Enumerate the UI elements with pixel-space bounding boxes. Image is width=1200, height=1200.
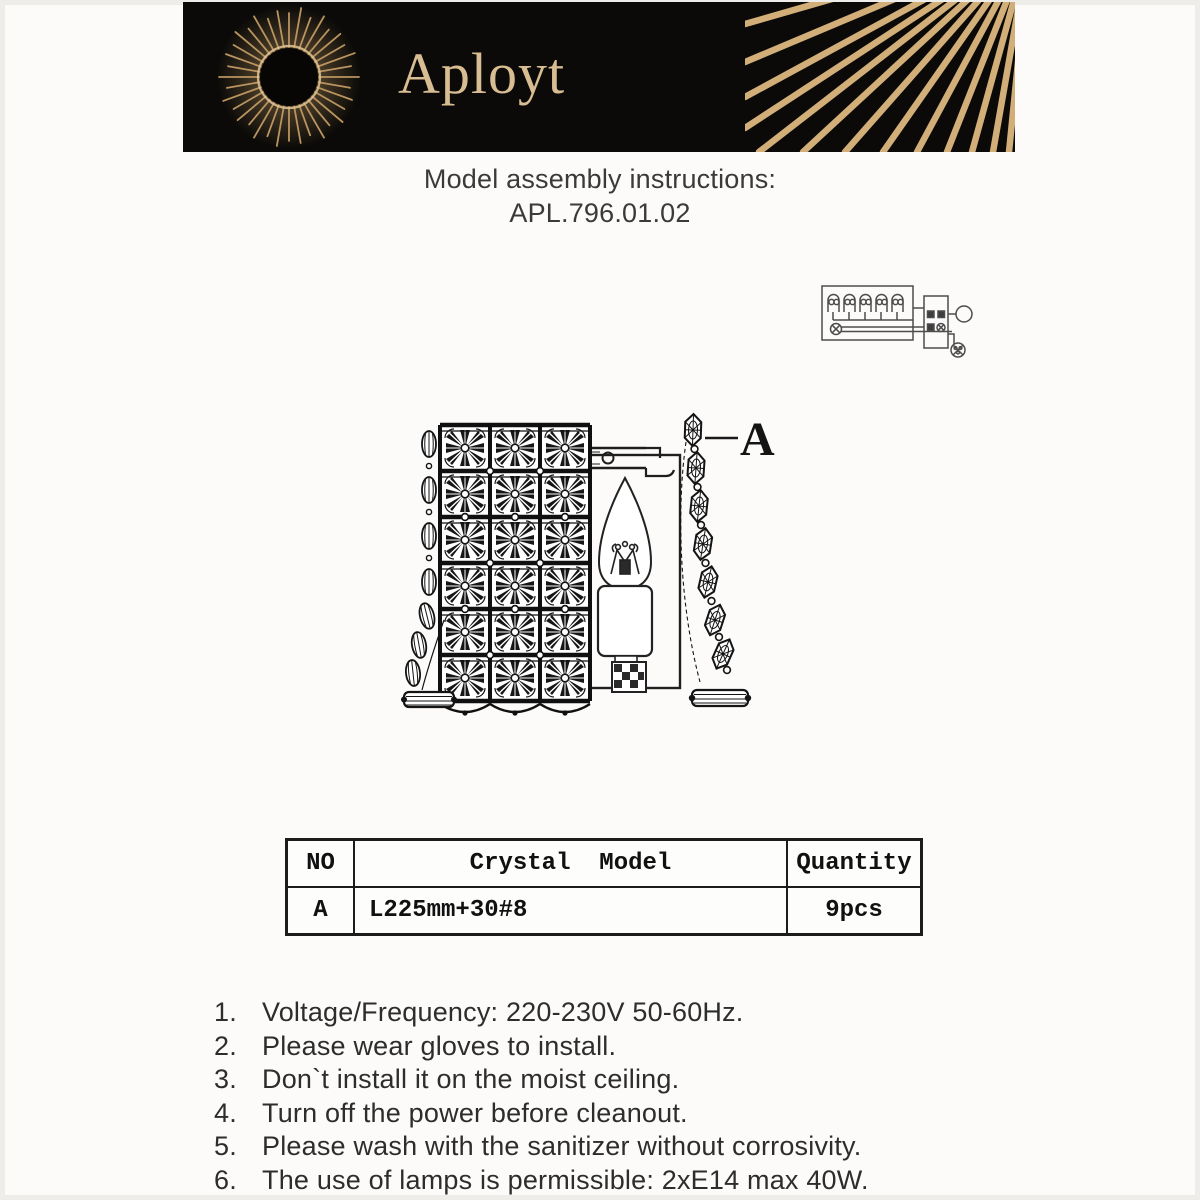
instruction-number: 1. (214, 997, 237, 1027)
instruction-text: Please wear gloves to install. (262, 1030, 617, 1061)
wiring-diagram (812, 268, 977, 362)
table-header-quantity: Quantity (788, 841, 920, 888)
instruction-number: 6. (214, 1164, 237, 1195)
document-title (0, 162, 1200, 230)
right-end-bead (689, 690, 751, 706)
instruction-text: Voltage/Frequency: 220-230V 50-60Hz. (262, 997, 744, 1027)
part-label-callout (705, 413, 775, 466)
left-end-bead (401, 692, 457, 707)
rays-decoration-icon (745, 2, 1015, 152)
model-number: APL.796.01.02 (509, 198, 691, 228)
instruction-item (214, 1130, 1074, 1164)
table-cell-model: L225mm+30#8 (355, 888, 788, 933)
instruction-text: Please wash with the sanitizer without corrosivity. (262, 1131, 862, 1161)
instruction-number: 5. (214, 1131, 237, 1161)
parts-table (285, 838, 923, 936)
instruction-number: 4. (214, 1097, 237, 1128)
table-header-model: Crystal Model (355, 841, 788, 888)
table-header-no: NO (288, 841, 355, 888)
ground-symbol-icon (831, 324, 842, 335)
instruction-text: The use of lamps is permissible: 2xE14 max 40W. (262, 1164, 869, 1195)
instruction-item (214, 1063, 1074, 1097)
crystal-panel (440, 425, 590, 716)
socket (598, 586, 652, 656)
brand-name: Aployt (398, 41, 566, 106)
lamp-assembly-drawing (400, 402, 775, 740)
part-label-a: A (740, 413, 775, 466)
instruction-item (214, 1097, 1074, 1131)
connector-box (924, 296, 948, 348)
lamp-symbol-icon (956, 306, 972, 322)
table-cell-quantity: 9pcs (788, 888, 920, 933)
bulb-symbol-icon (951, 343, 965, 357)
brand-header (183, 2, 1015, 152)
instruction-number: 3. (214, 1064, 237, 1094)
instruction-text: Turn off the power before cleanout. (262, 1097, 688, 1128)
bulb-and-socket (598, 478, 652, 692)
instruction-item (214, 1030, 1074, 1064)
instructions-list (214, 996, 1074, 1197)
instruction-number: 2. (214, 1030, 237, 1061)
starburst-logo-icon (211, 2, 367, 152)
threaded-base (612, 662, 646, 692)
table-cell-no: A (288, 888, 355, 933)
instruction-item (214, 1164, 1074, 1198)
instruction-item (214, 996, 1074, 1030)
instruction-text: Don`t install it on the moist ceiling. (262, 1064, 680, 1094)
title-line1: Model assembly instructions: (423, 164, 777, 194)
